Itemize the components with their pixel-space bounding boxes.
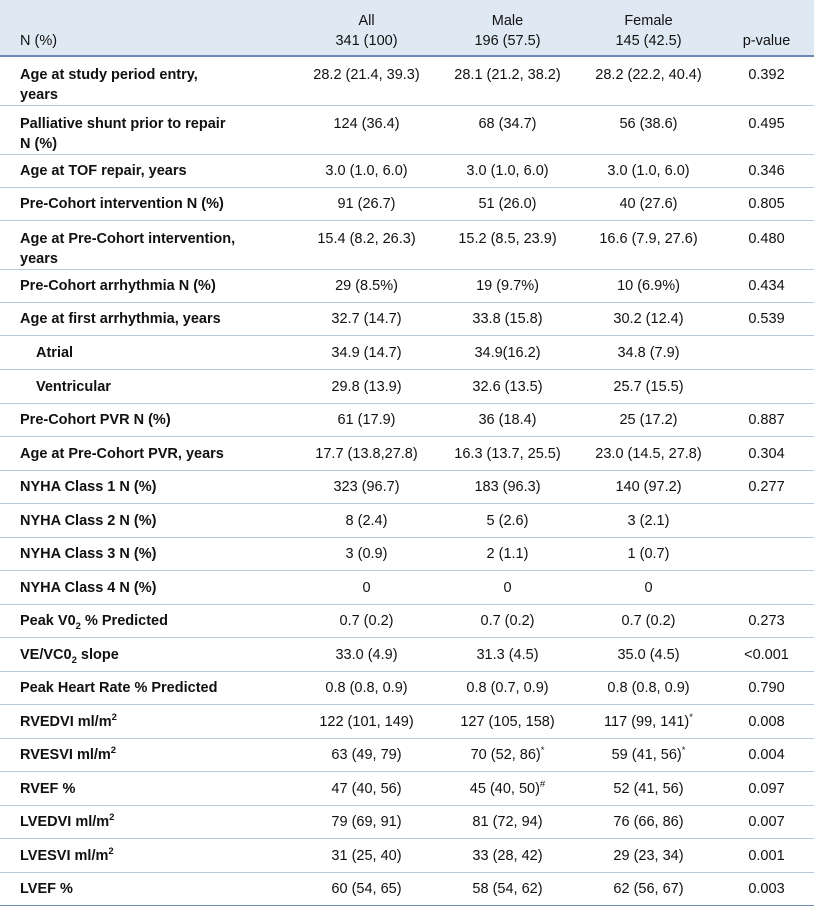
cell-female: 25 (17.2) bbox=[619, 412, 678, 428]
cell-all: 28.2 (21.4, 39.3) bbox=[313, 67, 420, 83]
cell-all: 0.8 (0.8, 0.9) bbox=[325, 680, 408, 696]
significance-mark: * bbox=[689, 711, 693, 723]
row-label: LVESVI $ml/m^2$ bbox=[20, 845, 114, 864]
cell-all: 91 (26.7) bbox=[337, 196, 396, 212]
cell-pvalue: 0.004 bbox=[748, 747, 785, 763]
cell-pvalue: 0.008 bbox=[748, 713, 785, 730]
header-group-female bbox=[578, 0, 719, 56]
cell-male: 183 (96.3) bbox=[474, 479, 541, 495]
cell-pvalue: 0.887 bbox=[748, 412, 785, 428]
cell-male: 33 (28, 42) bbox=[472, 847, 543, 864]
cell-all: 29 (8.5%) bbox=[335, 278, 398, 294]
cell-all: 32.7 (14.7) bbox=[331, 311, 402, 327]
header-group-name: Male bbox=[491, 13, 524, 29]
cell-female: 0.7 (0.2) bbox=[621, 613, 676, 629]
cell-pvalue: 0.392 bbox=[748, 67, 785, 83]
cell-all: 3 (0.9) bbox=[345, 546, 388, 562]
header-group-count: 196 (57.5) bbox=[474, 33, 541, 49]
cell-pvalue bbox=[719, 571, 814, 605]
significance-mark: * bbox=[681, 745, 686, 757]
row-label: RVEDVI $ml/m^2$ bbox=[20, 711, 117, 730]
row-label: Age at first arrhythmia, years bbox=[20, 311, 221, 327]
table-row bbox=[0, 370, 814, 404]
table-row bbox=[0, 839, 814, 873]
table-row bbox=[0, 303, 814, 336]
row-label: Age at Pre-Cohort PVR, years bbox=[20, 445, 224, 462]
cell-male: 34.9(16.2) bbox=[474, 344, 541, 361]
cell-male: 127 (105, 158) bbox=[460, 713, 555, 730]
cell-male: 36 (18.4) bbox=[478, 412, 537, 428]
row-label: RVEF % bbox=[20, 780, 76, 797]
table-row bbox=[0, 404, 814, 437]
table-row bbox=[0, 106, 814, 155]
table-row bbox=[0, 605, 814, 638]
row-label: NYHA Class 1 N (%) bbox=[20, 479, 157, 495]
cell-female: 1 (0.7) bbox=[627, 546, 670, 562]
row-label: Age at TOF repair, years bbox=[20, 163, 187, 179]
cell-female: 34.8 (7.9) bbox=[617, 344, 680, 361]
cell-all: 323 (96.7) bbox=[333, 479, 400, 495]
table-row bbox=[0, 188, 814, 221]
row-label: Age at Pre-Cohort intervention, years bbox=[20, 231, 236, 267]
table-row bbox=[0, 571, 814, 605]
cell-female: 28.2 (22.2, 40.4) bbox=[595, 67, 702, 83]
row-label: LVEF % bbox=[20, 881, 73, 897]
cell-pvalue: 0.495 bbox=[748, 116, 785, 132]
cell-pvalue: <0.001 bbox=[744, 646, 789, 663]
header-group-all bbox=[296, 0, 437, 56]
row-label: $VE/VC0_2$ slope bbox=[20, 646, 119, 666]
table-row bbox=[0, 155, 814, 188]
table-row bbox=[0, 270, 814, 303]
cell-pvalue: 0.790 bbox=[748, 680, 785, 696]
row-label: NYHA Class 2 N (%) bbox=[20, 512, 157, 529]
cell-female: 0 bbox=[644, 579, 653, 596]
cell-female: 62 (56, 67) bbox=[613, 881, 684, 897]
cell-all: 3.0 (1.0, 6.0) bbox=[325, 163, 408, 179]
cell-pvalue: 0.434 bbox=[748, 278, 785, 294]
table-row bbox=[0, 806, 814, 839]
row-label: Peak Heart Rate % Predicted bbox=[20, 680, 218, 696]
row-label: RVESVI $ml/m^2$ bbox=[20, 745, 117, 763]
row-label: Ventricular bbox=[36, 378, 111, 395]
cell-pvalue bbox=[719, 504, 814, 538]
cell-male: 81 (72, 94) bbox=[472, 814, 543, 830]
row-label: Palliative shunt prior to repair N (%) bbox=[20, 116, 226, 152]
cell-male: 19 (9.7%) bbox=[476, 278, 539, 294]
cell-all: 79 (69, 91) bbox=[331, 814, 402, 830]
row-label: NYHA Class 3 N (%) bbox=[20, 546, 157, 562]
header-row-label: N (%) bbox=[20, 33, 58, 49]
table-row bbox=[0, 437, 814, 471]
table-row bbox=[0, 538, 814, 571]
cell-female: 3.0 (1.0, 6.0) bbox=[607, 163, 690, 179]
cell-male: 45 (40, 50)# bbox=[469, 778, 546, 797]
cell-pvalue bbox=[719, 336, 814, 370]
table-row bbox=[0, 772, 814, 806]
cell-male: 0 bbox=[503, 579, 512, 596]
table-row bbox=[0, 672, 814, 705]
cell-male: 3.0 (1.0, 6.0) bbox=[466, 163, 549, 179]
cell-pvalue: 0.304 bbox=[748, 445, 785, 462]
cell-female: 40 (27.6) bbox=[619, 196, 678, 212]
cell-female: 25.7 (15.5) bbox=[613, 378, 684, 395]
cell-female: 16.6 (7.9, 27.6) bbox=[599, 231, 698, 247]
row-label: Pre-Cohort intervention N (%) bbox=[20, 196, 224, 212]
row-label: Age at study period entry, years bbox=[20, 67, 198, 103]
cell-all: 31 (25, 40) bbox=[331, 847, 402, 864]
cell-all: 33.0 (4.9) bbox=[335, 646, 398, 663]
cell-male: 0.8 (0.7, 0.9) bbox=[466, 680, 549, 696]
cell-all: 61 (17.9) bbox=[337, 412, 396, 428]
cell-male: 28.1 (21.2, 38.2) bbox=[454, 67, 561, 83]
cell-female: 3 (2.1) bbox=[627, 512, 670, 529]
cell-all: 8 (2.4) bbox=[345, 512, 388, 529]
cell-pvalue: 0.805 bbox=[748, 196, 785, 212]
cell-all: 34.9 (14.7) bbox=[331, 344, 402, 361]
cell-female: 56 (38.6) bbox=[619, 116, 678, 132]
cell-pvalue: 0.480 bbox=[748, 231, 785, 247]
cell-pvalue: 0.001 bbox=[748, 847, 785, 864]
row-label: Pre-Cohort arrhythmia N (%) bbox=[20, 278, 216, 294]
cell-all: 0.7 (0.2) bbox=[339, 613, 394, 629]
row-label: Pre-Cohort PVR N (%) bbox=[20, 412, 171, 428]
row-label: LVEDVI $ml/m^2$ bbox=[20, 812, 115, 830]
cell-female: 0.8 (0.8, 0.9) bbox=[607, 680, 690, 696]
cell-male: 68 (34.7) bbox=[478, 116, 537, 132]
table-row bbox=[0, 56, 814, 106]
cell-all: 63 (49, 79) bbox=[331, 747, 402, 763]
cell-female: 30.2 (12.4) bbox=[613, 311, 684, 327]
row-label: Peak $V0_2$ % Predicted bbox=[20, 613, 168, 632]
table-row bbox=[0, 873, 814, 906]
header-group-name: Female bbox=[624, 13, 673, 29]
cell-pvalue bbox=[719, 370, 814, 404]
cell-pvalue: 0.346 bbox=[748, 163, 785, 179]
cell-all: 17.7 (13.8,27.8) bbox=[315, 445, 418, 462]
table-row bbox=[0, 705, 814, 739]
table-row bbox=[0, 221, 814, 270]
cell-pvalue: 0.273 bbox=[748, 613, 785, 629]
cell-all: 47 (40, 56) bbox=[331, 780, 402, 797]
cell-male: 31.3 (4.5) bbox=[476, 646, 539, 663]
cell-male: 5 (2.6) bbox=[486, 512, 529, 529]
cell-female: 52 (41, 56) bbox=[613, 780, 684, 797]
significance-mark: * bbox=[540, 745, 545, 757]
cell-pvalue: 0.539 bbox=[748, 311, 785, 327]
table-row bbox=[0, 336, 814, 370]
cell-male: 51 (26.0) bbox=[478, 196, 537, 212]
cell-pvalue bbox=[719, 538, 814, 571]
cell-all: 60 (54, 65) bbox=[331, 881, 402, 897]
cell-female: 10 (6.9%) bbox=[617, 278, 680, 294]
cell-male: 0.7 (0.2) bbox=[480, 613, 535, 629]
table-row bbox=[0, 471, 814, 504]
cell-all: 124 (36.4) bbox=[333, 116, 400, 132]
cell-male: 2 (1.1) bbox=[486, 546, 529, 562]
header-group-count: 341 (100) bbox=[335, 33, 398, 49]
cell-male: 16.3 (13.7, 25.5) bbox=[454, 445, 561, 462]
header-group-male bbox=[437, 0, 578, 56]
cell-pvalue: 0.003 bbox=[748, 881, 785, 897]
cell-male: 33.8 (15.8) bbox=[472, 311, 543, 327]
table-row bbox=[0, 504, 814, 538]
cell-all: 29.8 (13.9) bbox=[331, 378, 402, 395]
row-label: Atrial bbox=[36, 344, 74, 361]
cell-all: 15.4 (8.2, 26.3) bbox=[317, 231, 416, 247]
header-group-name: All bbox=[358, 13, 375, 29]
cell-male: 32.6 (13.5) bbox=[472, 378, 543, 395]
cell-female: 76 (66, 86) bbox=[613, 814, 684, 830]
cell-female: 59 (41, 56)* bbox=[611, 745, 686, 763]
row-label: NYHA Class 4 N (%) bbox=[20, 579, 157, 596]
cell-pvalue: 0.277 bbox=[748, 479, 785, 495]
cell-male: 70 (52, 86)* bbox=[470, 745, 545, 763]
cell-female: 140 (97.2) bbox=[615, 479, 682, 495]
cell-pvalue: 0.097 bbox=[748, 780, 785, 797]
cell-female: 23.0 (14.5, 27.8) bbox=[595, 445, 702, 462]
table-header-row bbox=[0, 0, 814, 56]
table-row bbox=[0, 739, 814, 772]
cell-female: 29 (23, 34) bbox=[613, 847, 684, 864]
cell-male: 58 (54, 62) bbox=[472, 881, 543, 897]
header-group-count: 145 (42.5) bbox=[615, 33, 682, 49]
cell-female: 117 (99, 141)* bbox=[604, 711, 693, 730]
cell-all: 0 bbox=[362, 579, 371, 596]
cell-female: 35.0 (4.5) bbox=[617, 646, 680, 663]
cell-all: 122 (101, 149) bbox=[319, 713, 414, 730]
cell-pvalue: 0.007 bbox=[748, 814, 785, 830]
header-pvalue: p-value bbox=[742, 33, 791, 49]
table-row bbox=[0, 638, 814, 672]
significance-mark: # bbox=[539, 778, 546, 790]
cell-male: 15.2 (8.5, 23.9) bbox=[458, 231, 557, 247]
